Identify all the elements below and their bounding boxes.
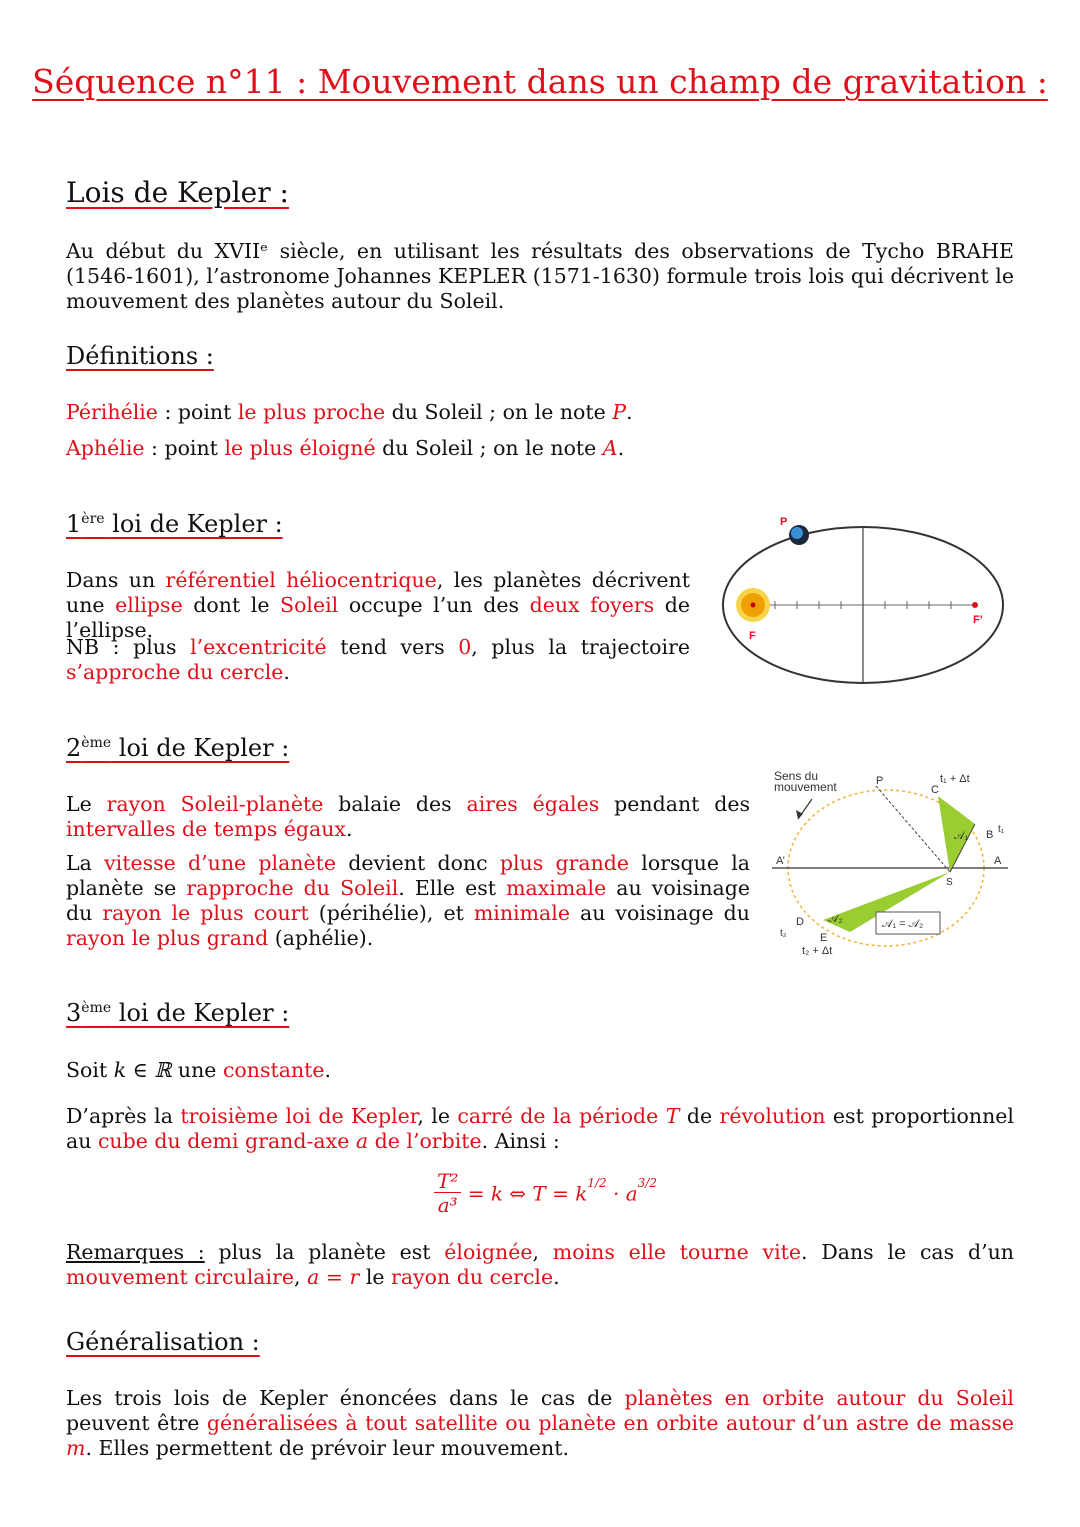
label-fprime: F’ [973,614,983,626]
definition-aphelie: Aphélie : point le plus éloigné du Soleil ; on le note A. [66,436,625,460]
law1-heading: 1ère loi de Kepler : [66,510,283,538]
law1-note: NB : plus l’excentricité tend vers 0, plus la trajectoire s’approche du cercle. [66,635,690,684]
equal-areas-diagram [768,764,1018,964]
ellipse-orbit-diagram [715,510,1015,695]
sens-label: Sens du [774,769,819,783]
intro-paragraph: Au début du XVIIᵉ siècle, en utilisant les résultats des observations de Tycho BRAHE (1546-1601), l’astronome Johannes KEPLER (1571-1630) formule trois lois qui décrivent le mouvement des planètes autour du Soleil. [66,239,1014,313]
svg-text:A: A [994,855,1002,867]
svg-text:𝒜₂: 𝒜₂ [828,913,843,925]
law2-paragraph-1: Le rayon Soleil-planète balaie des aires égales pendant des intervalles de temps égaux. [66,792,751,841]
svg-text:mouvement: mouvement [774,780,837,794]
section-heading-kepler: Lois de Kepler : [66,176,289,209]
label-f: F [749,630,756,642]
svg-text:P: P [876,775,884,787]
law3-paragraph: D’après la troisième loi de Kepler, le carré de la période T de révolution est proportionnel au cube du demi grand-axe a de l’orbite. Ainsi : [66,1104,1014,1153]
equal-areas-label: 𝒜₁ = 𝒜₂ [882,918,924,930]
svg-text:C: C [931,784,939,796]
svg-text:t₂ + Δt: t₂ + Δt [802,945,833,957]
aphelie-term: Aphélie [66,436,145,460]
label-p: P [780,516,788,528]
page-title: Séquence n°11 : Mouvement dans un champ de gravitation : [32,62,1048,101]
law2-heading: 2ème loi de Kepler : [66,734,290,762]
definition-perihelie: Périhélie : point le plus proche du Soleil ; on le note P. [66,400,633,424]
svg-text:S: S [946,877,953,888]
focus-fprime-icon [972,602,978,608]
svg-text:E: E [820,932,828,944]
svg-text:t₁: t₁ [998,824,1005,835]
svg-text:D: D [796,916,804,928]
svg-text:𝒜₁: 𝒜₁ [954,830,969,842]
svg-text:t₂: t₂ [780,928,787,939]
generalisation-heading: Généralisation : [66,1328,260,1356]
definitions-heading: Définitions : [66,342,214,370]
generalisation-paragraph: Les trois lois de Kepler énoncées dans le cas de planètes en orbite autour du Soleil peuvent être généralisées à tout satellite ou planète en orbite autour d’un astre de masse m. Elles permettent de prévoir leur mouvement. [66,1386,1014,1460]
law3-constant: Soit k ∈ ℝ une constante. [66,1058,332,1082]
law3-heading: 3ème loi de Kepler : [66,999,290,1027]
kepler-formula: $\frac{\text{T²}}{\text{a³}}$ = k ⇔ $T = k^{1/2} \cdot a^{3/2}$ [434,1170,657,1217]
svg-text:B: B [986,829,994,841]
remarks-paragraph: Remarques : plus la planète est éloignée, moins elle tourne vite. Dans le cas d’un mouvement circulaire, a = r le rayon du cercle. [66,1240,1014,1289]
law2-paragraph-2: La vitesse d’une planète devient donc plus grande lorsque la planète se rapproche du Soleil. Elle est maximale au voisinage du rayon le plus court (périhélie), et minimale au voisinage du rayon le plus grand (aphélie). [66,851,751,950]
law1-paragraph: Dans un référentiel héliocentrique, les planètes décrivent une ellipse dont le Soleil occupe l’un des deux foyers de l’ellipse. [66,568,690,642]
svg-text:A’: A’ [776,855,785,867]
svg-text:t₁ + Δt: t₁ + Δt [940,773,970,785]
perihelie-term: Périhélie [66,400,158,424]
